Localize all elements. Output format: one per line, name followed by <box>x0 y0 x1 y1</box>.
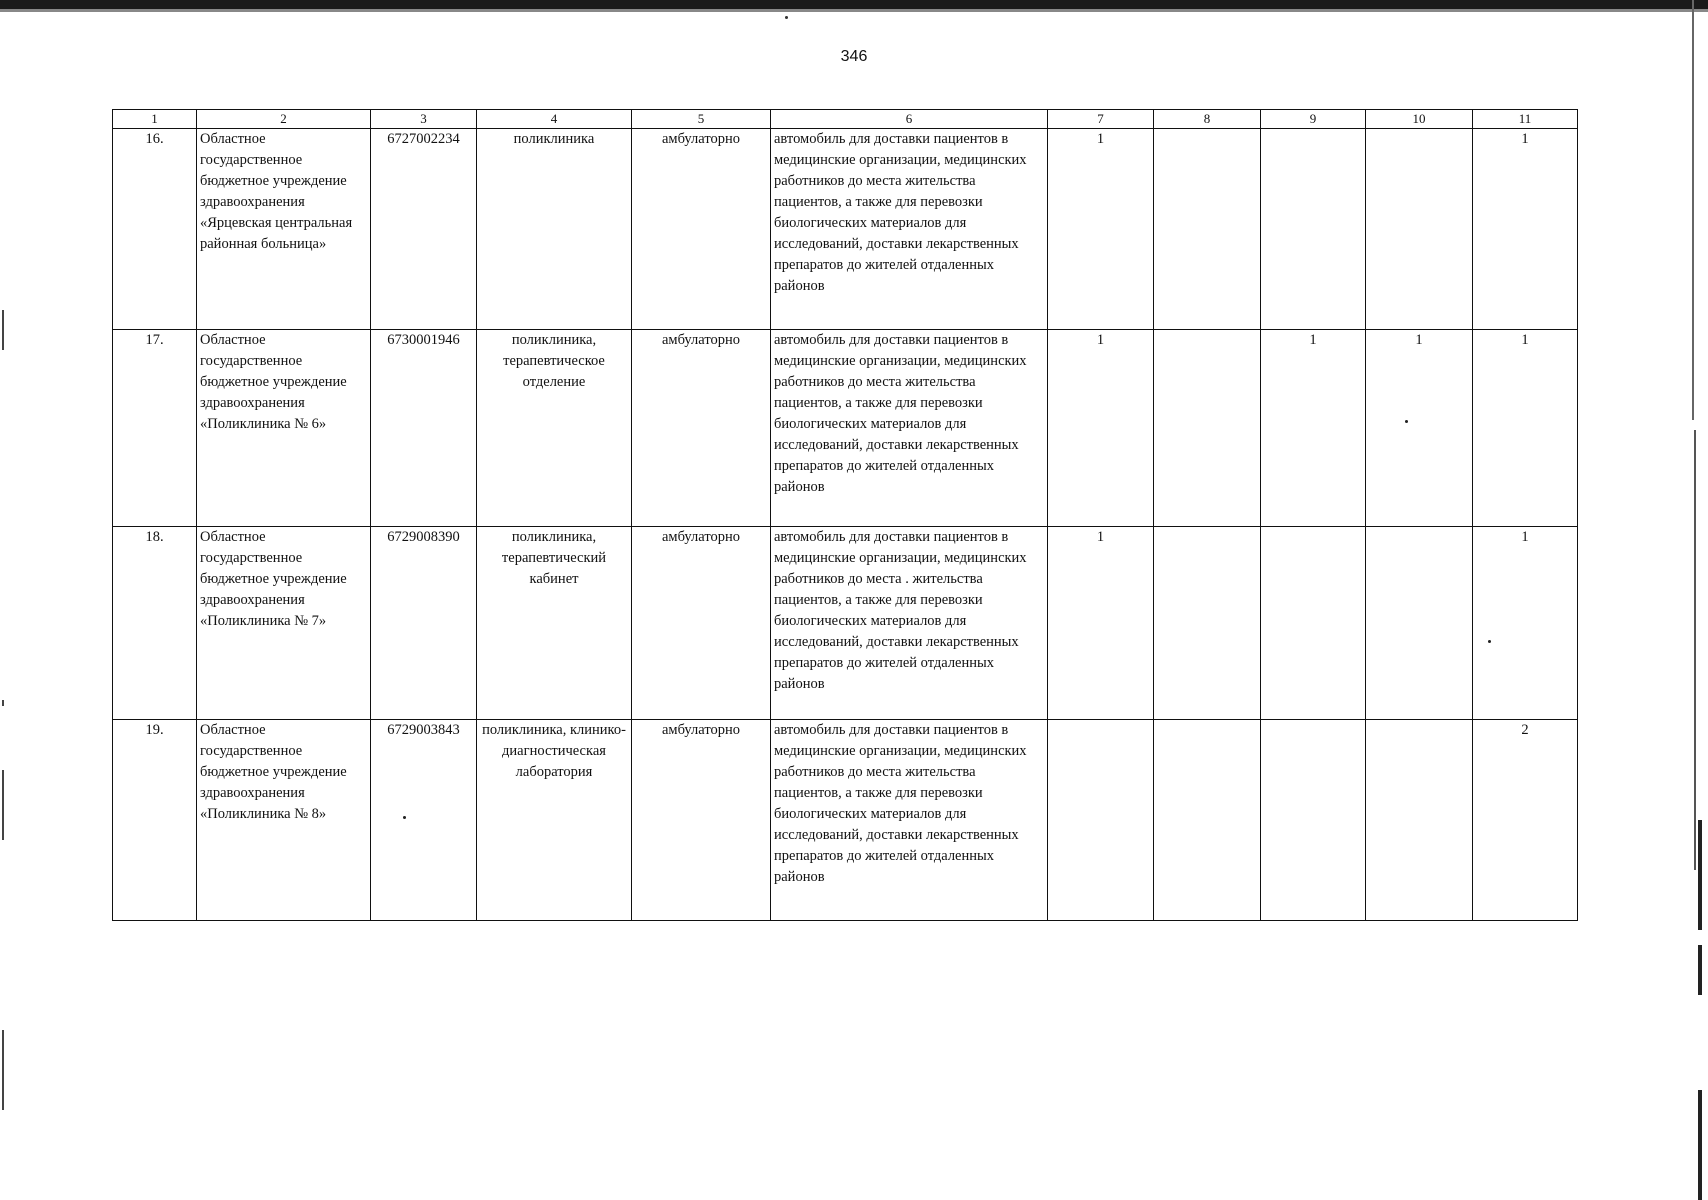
column-8-value <box>1154 720 1261 921</box>
column-7-value: 1 <box>1048 129 1154 330</box>
department: поликлиника, клинико-диагностическая лаборатория <box>477 720 632 921</box>
scan-edge-line <box>1698 945 1702 995</box>
scan-edge-mark <box>2 310 4 350</box>
vehicle-purpose: автомобиль для доставки пациентов в медицинские организации, медицинских работников до места жительства пациентов, а также для перевозки биологических материалов для исследований, доставки лекарственных препаратов до жителей отдаленных районов <box>771 330 1048 527</box>
column-9-value: 1 <box>1261 330 1366 527</box>
column-8-value <box>1154 330 1261 527</box>
data-table <box>112 109 1578 921</box>
column-10-value <box>1366 129 1473 330</box>
column-11-value: 1 <box>1473 527 1578 720</box>
inn-code: 6729003843 <box>371 720 477 921</box>
scan-top-shadow <box>0 9 1708 12</box>
vehicle-purpose: автомобиль для доставки пациентов в медицинские организации, медицинских работников до места . жительства пациентов, а также для перевозки биологических материалов для исследований, доставки лекарственных препаратов до жителей отдаленных районов <box>771 527 1048 720</box>
department: поликлиника <box>477 129 632 330</box>
scan-edge-mark <box>2 770 4 840</box>
organization-name: Областное государственное бюджетное учреждение здравоохранения «Поликлиника № 8» <box>197 720 371 921</box>
department: поликлиника, терапевтический кабинет <box>477 527 632 720</box>
scan-edge-mark <box>2 700 4 706</box>
inn-code: 6729008390 <box>371 527 477 720</box>
care-mode: амбулаторно <box>632 720 771 921</box>
table-row <box>113 330 1578 527</box>
column-11-value: 1 <box>1473 330 1578 527</box>
column-10-value: 1 <box>1366 330 1473 527</box>
column-11-value: 2 <box>1473 720 1578 921</box>
table-row <box>113 129 1578 330</box>
column-header-8: 8 <box>1154 110 1261 129</box>
table-header-row <box>113 110 1578 129</box>
scan-edge-line <box>1698 820 1702 930</box>
column-7-value: 1 <box>1048 330 1154 527</box>
scan-speck <box>785 16 788 19</box>
row-number: 17. <box>113 330 197 527</box>
column-header-3: 3 <box>371 110 477 129</box>
vehicle-purpose: автомобиль для доставки пациентов в медицинские организации, медицинских работников до места жительства пациентов, а также для перевозки биологических материалов для исследований, доставки лекарственных препаратов до жителей отдаленных районов <box>771 720 1048 921</box>
column-8-value <box>1154 129 1261 330</box>
row-number: 18. <box>113 527 197 720</box>
organization-name: Областное государственное бюджетное учреждение здравоохранения «Поликлиника № 6» <box>197 330 371 527</box>
column-header-5: 5 <box>632 110 771 129</box>
department: поликлиника, терапевтическое отделение <box>477 330 632 527</box>
column-7-value <box>1048 720 1154 921</box>
column-9-value <box>1261 720 1366 921</box>
scan-speck <box>403 816 406 819</box>
scan-edge-line <box>1694 430 1696 870</box>
scan-edge-line <box>1692 0 1694 420</box>
row-number: 16. <box>113 129 197 330</box>
organization-name: Областное государственное бюджетное учреждение здравоохранения «Ярцевская центральная районная больница» <box>197 129 371 330</box>
column-header-2: 2 <box>197 110 371 129</box>
scan-speck <box>1488 640 1491 643</box>
column-10-value <box>1366 527 1473 720</box>
organization-name: Областное государственное бюджетное учреждение здравоохранения «Поликлиника № 7» <box>197 527 371 720</box>
care-mode: амбулаторно <box>632 330 771 527</box>
column-header-7: 7 <box>1048 110 1154 129</box>
care-mode: амбулаторно <box>632 527 771 720</box>
column-header-4: 4 <box>477 110 632 129</box>
column-7-value: 1 <box>1048 527 1154 720</box>
scan-speck <box>1405 420 1408 423</box>
column-header-9: 9 <box>1261 110 1366 129</box>
care-mode: амбулаторно <box>632 129 771 330</box>
column-8-value <box>1154 527 1261 720</box>
column-10-value <box>1366 720 1473 921</box>
row-number: 19. <box>113 720 197 921</box>
table-row <box>113 527 1578 720</box>
scan-top-border <box>0 0 1708 9</box>
column-11-value: 1 <box>1473 129 1578 330</box>
page-number: 346 <box>840 48 868 65</box>
scan-edge-line <box>1698 1090 1702 1200</box>
column-9-value <box>1261 527 1366 720</box>
inn-code: 6727002234 <box>371 129 477 330</box>
inn-code: 6730001946 <box>371 330 477 527</box>
scan-edge-mark <box>2 1030 4 1110</box>
column-header-10: 10 <box>1366 110 1473 129</box>
column-9-value <box>1261 129 1366 330</box>
column-header-1: 1 <box>113 110 197 129</box>
table-row <box>113 720 1578 921</box>
vehicle-purpose: автомобиль для доставки пациентов в медицинские организации, медицинских работников до места жительства пациентов, а также для перевозки биологических материалов для исследований, доставки лекарственных препаратов до жителей отдаленных районов <box>771 129 1048 330</box>
column-header-6: 6 <box>771 110 1048 129</box>
column-header-11: 11 <box>1473 110 1578 129</box>
